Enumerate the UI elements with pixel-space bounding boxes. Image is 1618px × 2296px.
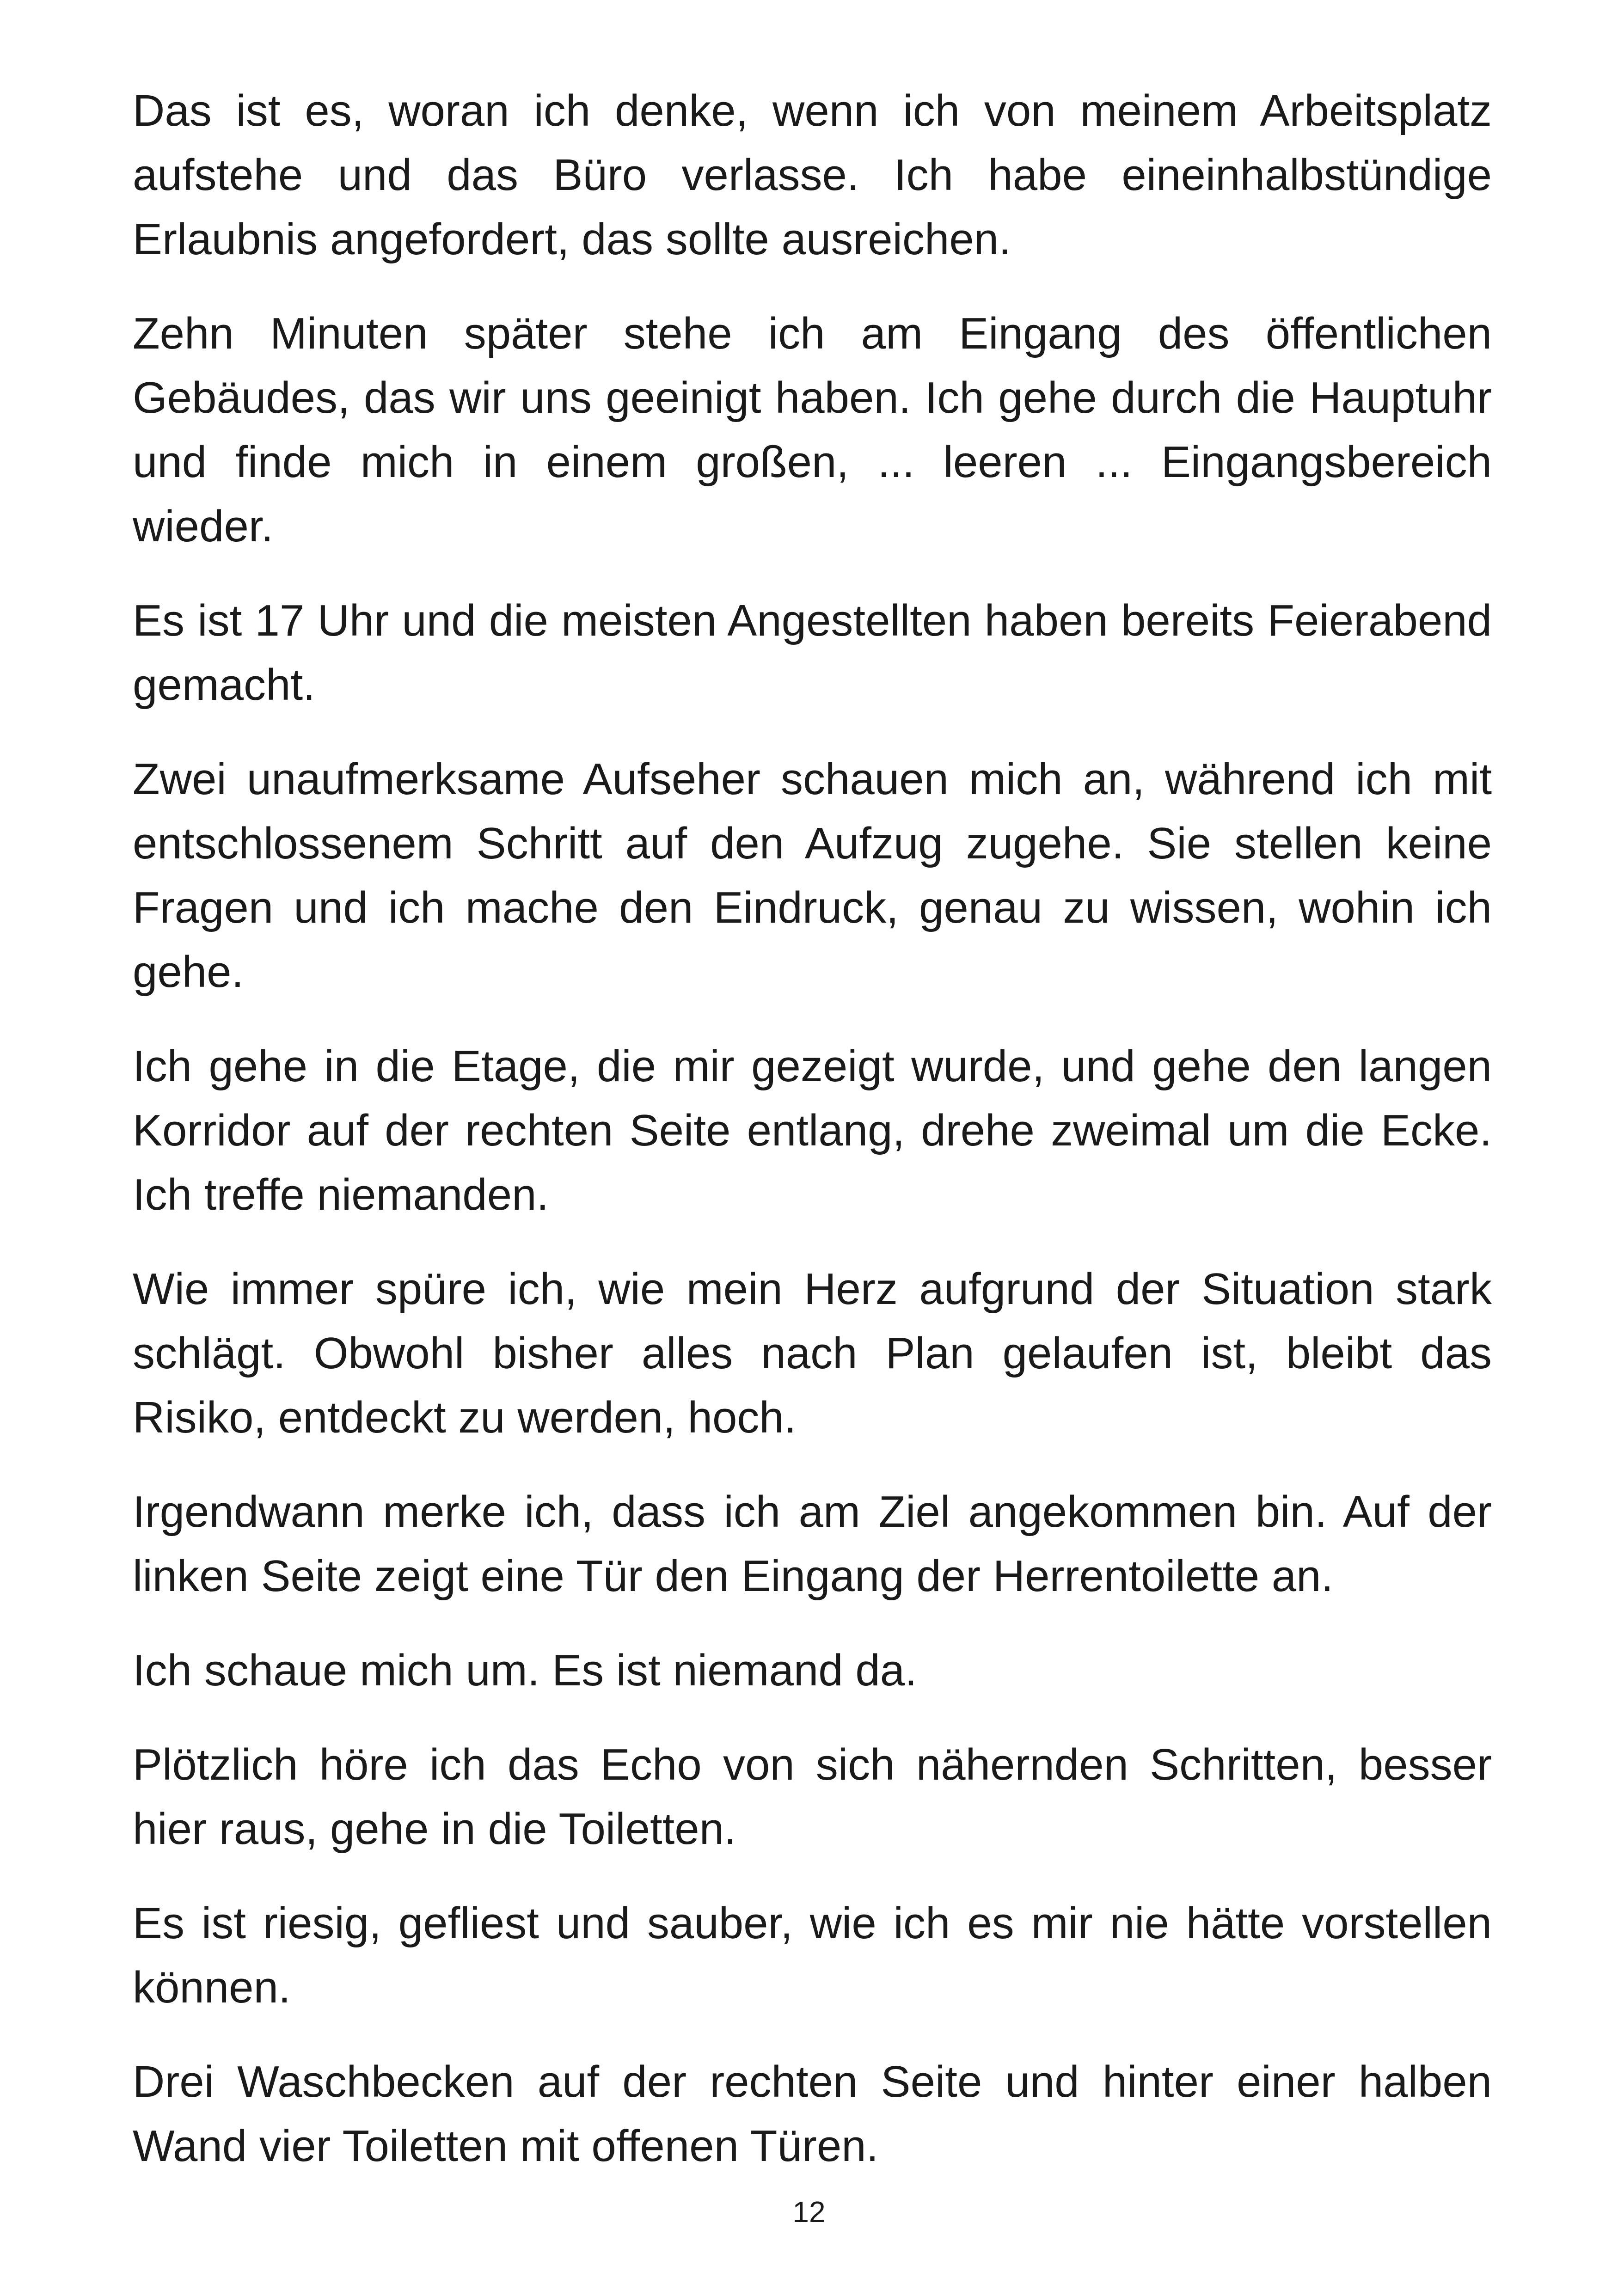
paragraph-8: Ich schaue mich um. Es ist niemand da. [133,1646,917,1695]
paragraph-11: Drei Waschbecken auf der rechten Seite und hinter einer halben Wand vier Toiletten mit offenen Türen. [133,2057,1492,2171]
paragraph-3: Es ist 17 Uhr und die meisten Angestellten haben bereits Feierabend gemacht. [133,596,1492,710]
paragraph-5: Ich gehe in die Etage, die mir gezeigt wurde, und gehe den langen Korridor auf der rechten Seite entlang, drehe zweimal um die Ecke. Ich treffe niemanden. [133,1041,1492,1219]
paragraph-4: Zwei unaufmerksame Aufseher schauen mich an, während ich mit entschlossenem Schritt auf den Aufzug zugehe. Sie stellen keine Fragen und ich mache den Eindruck, genau zu wissen, wohin ich gehe. [133,754,1492,997]
paragraph-2: Zehn Minuten später stehe ich am Eingang des öffentlichen Gebäudes, das wir uns geeinigt haben. Ich gehe durch die Hauptuhr und finde mich in einem großen, ... leeren ... Eingangsbereich wieder. [133,309,1492,551]
paragraph-10: Es ist riesig, gefliest und sauber, wie ich es mir nie hätte vorstellen können. [133,1898,1492,2012]
page-number: 12 [792,2195,826,2229]
paragraph-9: Plötzlich höre ich das Echo von sich nähernden Schritten, besser hier raus, gehe in die Toiletten. [133,1740,1492,1854]
paragraph-1: Das ist es, woran ich denke, wenn ich von meinem Arbeitsplatz aufstehe und das Büro verlasse. Ich habe eineinhalbstündige Erlaubnis angefordert, das sollte ausreichen. [133,86,1492,264]
paragraph-7: Irgendwann merke ich, dass ich am Ziel angekommen bin. Auf der linken Seite zeigt eine Tür den Eingang der Herrentoilette an. [133,1487,1492,1601]
body-text [133,79,1492,2208]
paragraph-6: Wie immer spüre ich, wie mein Herz aufgrund der Situation stark schlägt. Obwohl bisher alles nach Plan gelaufen ist, bleibt das Risiko, entdeckt zu werden, hoch. [133,1264,1492,1442]
